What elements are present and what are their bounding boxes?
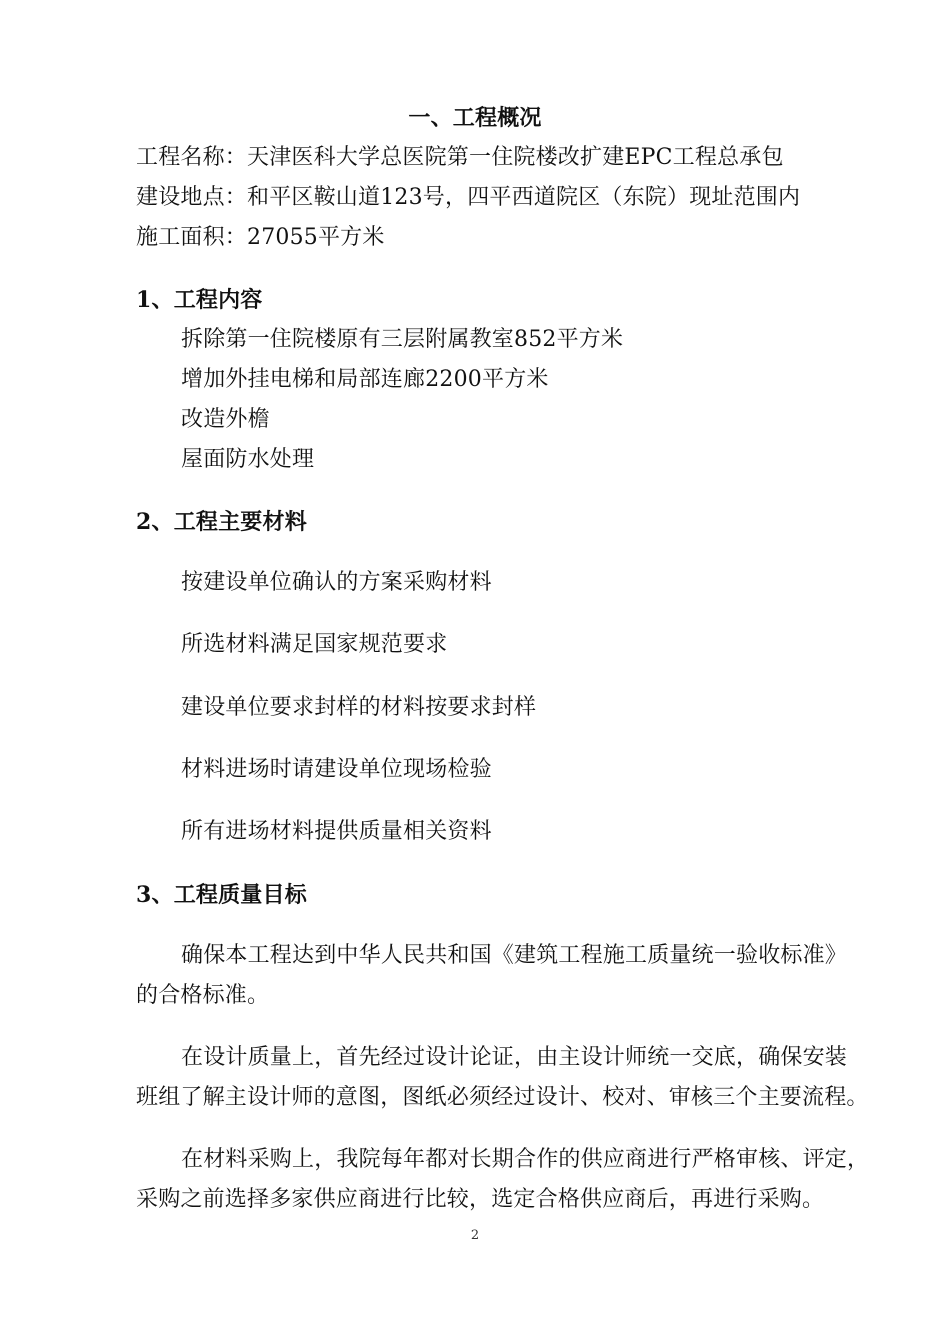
project-location-line: 建设地点：和平区鞍山道123号，四平西道院区（东院）现址范围内 bbox=[136, 185, 801, 210]
materials-item: 所有进场材料提供质量相关资料 bbox=[181, 819, 492, 844]
page-number: 2 bbox=[470, 1228, 480, 1243]
section-heading-materials: 2、工程主要材料 bbox=[136, 509, 307, 535]
project-area-line: 施工面积：27055平方米 bbox=[136, 225, 385, 250]
quality-paragraph-line: 在材料采购上，我院每年都对长期合作的供应商进行严格审核、评定， bbox=[181, 1147, 870, 1172]
section-heading-content: 1、工程内容 bbox=[136, 287, 263, 313]
quality-paragraph-line: 采购之前选择多家供应商进行比较，选定合格供应商后，再进行采购。 bbox=[136, 1187, 825, 1212]
content-item: 拆除第一住院楼原有三层附属教室852平方米 bbox=[181, 327, 624, 352]
quality-paragraph-line: 确保本工程达到中华人民共和国《建筑工程施工质量统一验收标准》 bbox=[181, 943, 848, 968]
quality-paragraph-line: 班组了解主设计师的意图，图纸必须经过设计、校对、审核三个主要流程。 bbox=[136, 1085, 869, 1110]
project-name-line: 工程名称：天津医科大学总医院第一住院楼改扩建EPC工程总承包 bbox=[136, 145, 784, 170]
page-title: 一、工程概况 bbox=[408, 105, 542, 131]
quality-paragraph-line: 在设计质量上，首先经过设计论证，由主设计师统一交底，确保安装 bbox=[181, 1045, 848, 1070]
materials-item: 材料进场时请建设单位现场检验 bbox=[181, 757, 492, 782]
content-item: 屋面防水处理 bbox=[181, 447, 315, 472]
section-heading-quality: 3、工程质量目标 bbox=[136, 882, 307, 908]
materials-item: 按建设单位确认的方案采购材料 bbox=[181, 570, 492, 595]
quality-paragraph-line: 的合格标准。 bbox=[136, 983, 270, 1008]
content-item: 改造外檐 bbox=[181, 407, 270, 432]
content-item: 增加外挂电梯和局部连廊2200平方米 bbox=[181, 367, 549, 392]
materials-item: 建设单位要求封样的材料按要求封样 bbox=[181, 695, 537, 720]
materials-item: 所选材料满足国家规范要求 bbox=[181, 632, 448, 657]
